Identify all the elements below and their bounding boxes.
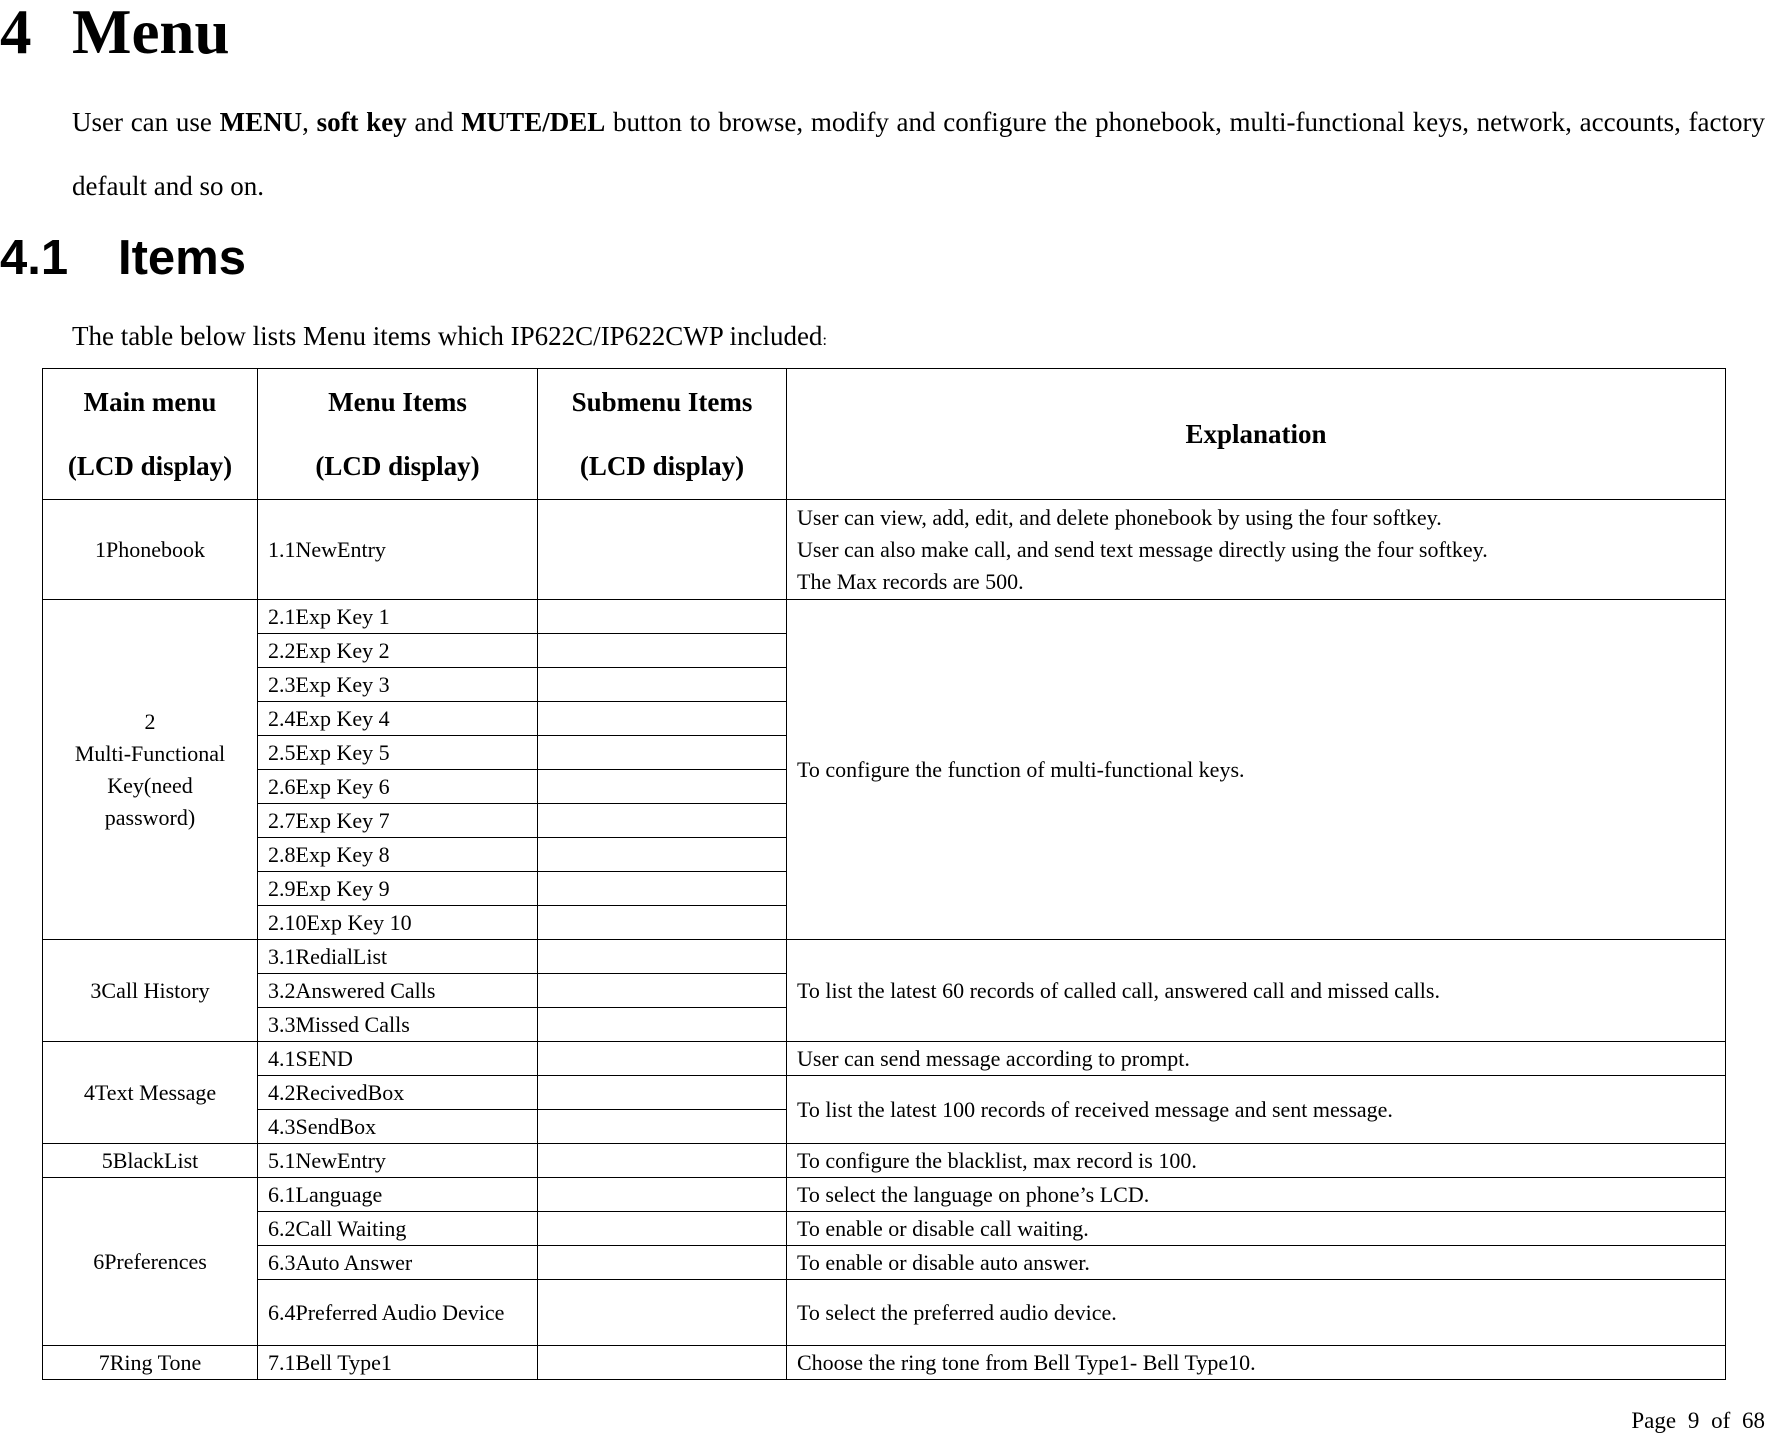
submenu-cell xyxy=(538,1076,787,1110)
table-row xyxy=(43,1346,1726,1380)
explanation-line: User can view, add, edit, and delete phonebook by using the four softkey. xyxy=(797,504,1442,530)
main-menu-line: 2 xyxy=(144,708,156,734)
menu-item-cell: 4.3SendBox xyxy=(258,1110,538,1144)
subsection-number: 4.1 xyxy=(0,231,69,285)
explanation-cell: To enable or disable call waiting. xyxy=(787,1212,1726,1246)
intro-keyword-mutedel: MUTE/DEL xyxy=(461,107,606,137)
header-main-menu xyxy=(43,369,258,500)
table-row xyxy=(43,1280,1726,1346)
menu-item-cell: 6.4Preferred Audio Device xyxy=(258,1280,538,1346)
menu-item-cell: 3.3Missed Calls xyxy=(258,1008,538,1042)
submenu-cell xyxy=(538,1178,787,1212)
submenu-cell xyxy=(538,940,787,974)
submenu-cell xyxy=(538,600,787,634)
explanation-cell: Choose the ring tone from Bell Type1- Bell Type10. xyxy=(787,1346,1726,1380)
menu-item-cell: 2.4Exp Key 4 xyxy=(258,702,538,736)
table-row xyxy=(43,1042,1726,1076)
menu-item-cell: 2.10Exp Key 10 xyxy=(258,906,538,940)
table-row xyxy=(43,1144,1726,1178)
submenu-cell xyxy=(538,668,787,702)
header-menu-items xyxy=(258,369,538,500)
submenu-cell xyxy=(538,1212,787,1246)
menu-item-cell: 2.9Exp Key 9 xyxy=(258,872,538,906)
table-row xyxy=(43,1212,1726,1246)
submenu-cell xyxy=(538,1042,787,1076)
submenu-cell xyxy=(538,804,787,838)
header-menu-items-line1: Menu Items xyxy=(328,387,467,417)
submenu-cell xyxy=(538,1144,787,1178)
submenu-cell xyxy=(538,1110,787,1144)
explanation-cell: To select the language on phone’s LCD. xyxy=(787,1178,1726,1212)
section-heading xyxy=(0,0,230,67)
subsection-heading xyxy=(0,232,246,286)
intro-paragraph xyxy=(72,90,1765,218)
menu-item-cell: 2.2Exp Key 2 xyxy=(258,634,538,668)
intro-text: User can use xyxy=(72,107,220,137)
submenu-cell xyxy=(538,702,787,736)
main-menu-cell xyxy=(43,600,258,940)
main-menu-cell: 7Ring Tone xyxy=(43,1346,258,1380)
menu-item-cell: 1.1NewEntry xyxy=(258,500,538,600)
header-menu-items-line2: (LCD display) xyxy=(315,451,480,481)
intro-text: button to browse, modify and configure the phonebook, multi-functional keys, network, accounts, factory default and so on. xyxy=(72,107,1766,201)
submenu-cell xyxy=(538,634,787,668)
submenu-cell xyxy=(538,1346,787,1380)
menu-item-cell: 6.1Language xyxy=(258,1178,538,1212)
explanation-cell: To list the latest 100 records of received message and sent message. xyxy=(787,1076,1726,1144)
menu-item-cell: 2.3Exp Key 3 xyxy=(258,668,538,702)
main-menu-line: Multi-Functional xyxy=(74,740,226,766)
table-row xyxy=(43,1246,1726,1280)
submenu-cell xyxy=(538,736,787,770)
main-menu-cell: 3Call History xyxy=(43,940,258,1042)
explanation-cell: To enable or disable auto answer. xyxy=(787,1246,1726,1280)
intro-keyword-menu: MENU xyxy=(219,107,303,137)
header-submenu-items-line2: (LCD display) xyxy=(579,451,745,481)
table-row xyxy=(43,940,1726,974)
header-submenu-items-line1: Submenu Items xyxy=(571,387,753,417)
menu-item-cell: 3.1RedialList xyxy=(258,940,538,974)
section-title: Menu xyxy=(72,0,230,67)
menu-item-cell: 3.2Answered Calls xyxy=(258,974,538,1008)
section-number: 4 xyxy=(0,0,32,67)
submenu-cell xyxy=(538,872,787,906)
menu-item-cell: 2.8Exp Key 8 xyxy=(258,838,538,872)
explanation-line: User can also make call, and send text message directly using the four softkey. xyxy=(797,536,1488,562)
explanation-cell: To list the latest 60 records of called call, answered call and missed calls. xyxy=(787,940,1726,1042)
table-row xyxy=(43,600,1726,634)
page-number: Page 9 of 68 xyxy=(1631,1408,1765,1433)
submenu-cell xyxy=(538,1246,787,1280)
menu-item-cell: 2.7Exp Key 7 xyxy=(258,804,538,838)
menu-items-table xyxy=(42,368,1726,1380)
intro-text: , xyxy=(302,107,317,137)
header-main-menu-line2: (LCD display) xyxy=(67,451,233,481)
explanation-cell: To configure the function of multi-functional keys. xyxy=(787,600,1726,940)
intro-text: and xyxy=(406,107,462,137)
submenu-cell xyxy=(538,1280,787,1346)
main-menu-line: Key(need xyxy=(107,772,193,798)
main-menu-line: password) xyxy=(104,804,196,830)
table-intro xyxy=(72,318,827,359)
intro-keyword-softkey: soft key xyxy=(316,107,407,137)
menu-item-cell: 2.1Exp Key 1 xyxy=(258,600,538,634)
subsection-title: Items xyxy=(118,231,247,285)
main-menu-cell: 6Preferences xyxy=(43,1178,258,1346)
menu-item-cell: 6.2Call Waiting xyxy=(258,1212,538,1246)
explanation-line: The Max records are 500. xyxy=(797,568,1024,594)
main-menu-cell: 5BlackList xyxy=(43,1144,258,1178)
table-intro-text: The table below lists Menu items which IP622C/IP622CWP included xyxy=(72,321,823,351)
submenu-cell xyxy=(538,974,787,1008)
table-header-row xyxy=(43,369,1726,500)
explanation-cell xyxy=(787,500,1726,600)
menu-item-cell: 4.2RecivedBox xyxy=(258,1076,538,1110)
menu-item-cell: 5.1NewEntry xyxy=(258,1144,538,1178)
header-explanation: Explanation xyxy=(787,369,1726,500)
submenu-cell xyxy=(538,770,787,804)
menu-item-cell: 2.5Exp Key 5 xyxy=(258,736,538,770)
table-row xyxy=(43,1178,1726,1212)
submenu-cell xyxy=(538,1008,787,1042)
table-row xyxy=(43,1076,1726,1110)
submenu-cell xyxy=(538,838,787,872)
submenu-cell xyxy=(538,906,787,940)
submenu-cell xyxy=(538,500,787,600)
header-main-menu-line1: Main menu xyxy=(83,387,217,417)
main-menu-cell: 4Text Message xyxy=(43,1042,258,1144)
menu-item-cell: 6.3Auto Answer xyxy=(258,1246,538,1280)
main-menu-cell: 1Phonebook xyxy=(43,500,258,600)
table-intro-colon: : xyxy=(822,332,827,349)
menu-item-cell: 7.1Bell Type1 xyxy=(258,1346,538,1380)
explanation-cell: User can send message according to prompt. xyxy=(787,1042,1726,1076)
table-row xyxy=(43,500,1726,600)
menu-item-cell: 4.1SEND xyxy=(258,1042,538,1076)
explanation-cell: To select the preferred audio device. xyxy=(787,1280,1726,1346)
explanation-cell: To configure the blacklist, max record is 100. xyxy=(787,1144,1726,1178)
menu-item-cell: 2.6Exp Key 6 xyxy=(258,770,538,804)
header-submenu-items xyxy=(538,369,787,500)
